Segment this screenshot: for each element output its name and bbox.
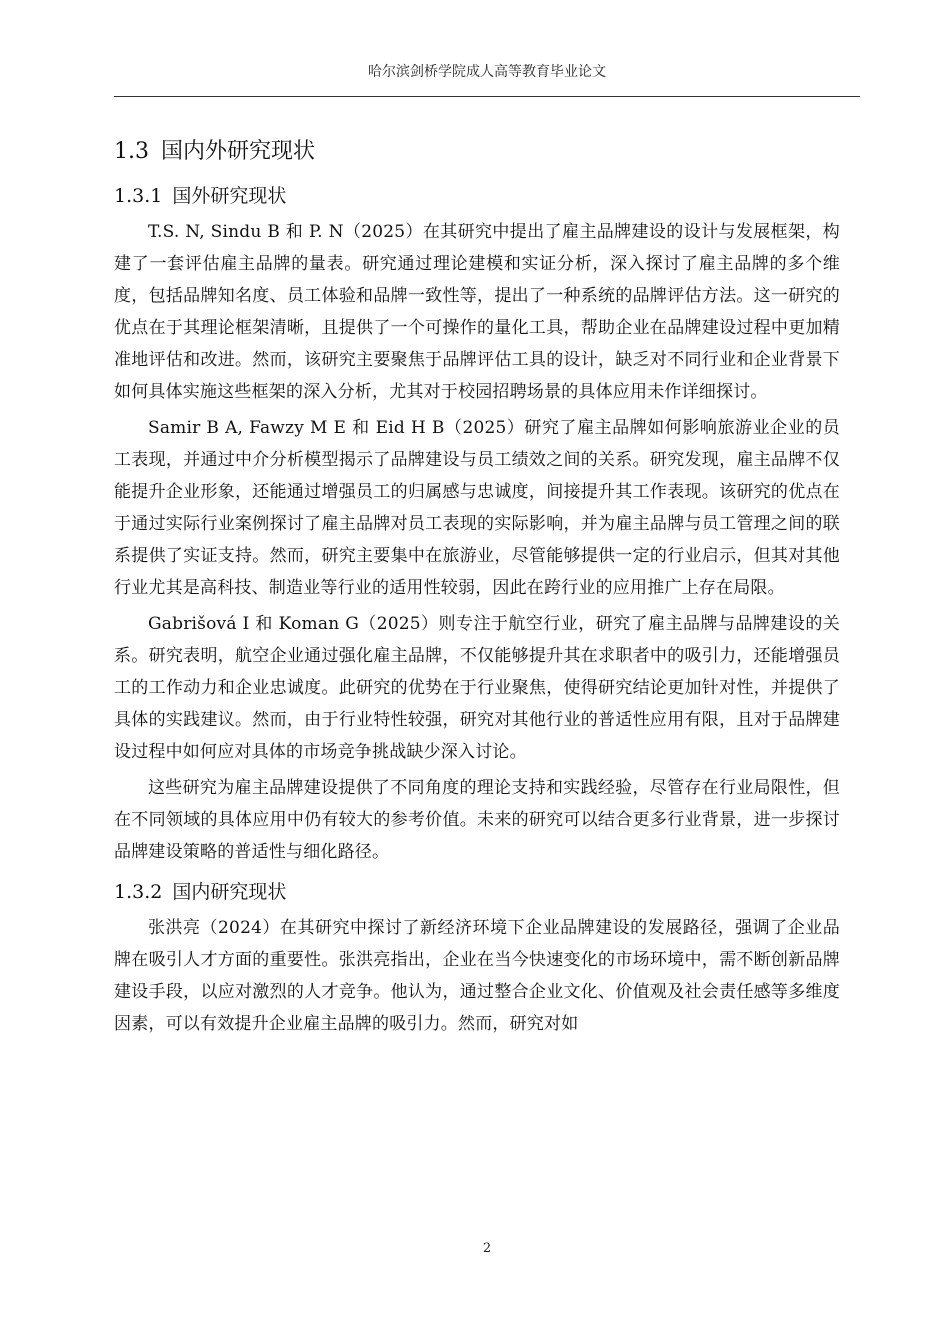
subsection-title: 国内研究现状 [172, 881, 287, 903]
section-title: 国内外研究现状 [161, 139, 316, 164]
page-body [114, 128, 840, 1044]
running-header: 哈尔滨剑桥学院成人高等教育毕业论文 [368, 64, 606, 80]
paragraph: T.S. N, Sindu B 和 P. N（2025）在其研究中提出了雇主品牌建设的设计与发展框架，构建了一套评估雇主品牌的量表。研究通过理论建模和实证分析，深入探讨了雇主品牌的多个维度，包括品牌知名度、员工体验和品牌一致性等，提出了一种系统的品牌评估方法。这一研究的优点在于其理论框架清晰，且提供了一个可操作的量化工具，帮助企业在品牌建设过程中更加精准地评估和改进。然而，该研究主要聚焦于品牌评估工具的设计，缺乏对不同行业和企业背景下如何具体实施这些框架的深入分析，尤其对于校园招聘场景的具体应用未作详细探讨。 [114, 222, 840, 402]
header-divider [114, 96, 860, 97]
subsection-number: 1.3.2 [114, 881, 163, 903]
subsection-title: 国外研究现状 [172, 185, 287, 207]
section-heading [114, 132, 840, 172]
subsection-heading-domestic [114, 874, 840, 910]
subsection-number: 1.3.1 [114, 185, 163, 207]
page-number: 2 [482, 1241, 492, 1256]
subsection-heading-foreign [114, 178, 840, 214]
paragraph: 张洪亮（2024）在其研究中探讨了新经济环境下企业品牌建设的发展路径，强调了企业品牌在吸引人才方面的重要性。张洪亮指出，企业在当今快速变化的市场环境中，需不断创新品牌建设手段，以应对激烈的人才竞争。他认为，通过整合企业文化、价值观及社会责任感等多维度因素，可以有效提升企业雇主品牌的吸引力。然而，研究对如 [114, 918, 840, 1034]
section-number: 1.3 [114, 139, 149, 164]
paragraph: 这些研究为雇主品牌建设提供了不同角度的理论支持和实践经验，尽管存在行业局限性，但在不同领域的具体应用中仍有较大的参考价值。未来的研究可以结合更多行业背景，进一步探讨品牌建设策略的普适性与细化路径。 [114, 778, 840, 862]
paragraph: Gabrišová I 和 Koman G（2025）则专注于航空行业，研究了雇主品牌与品牌建设的关系。研究表明，航空企业通过强化雇主品牌，不仅能够提升其在求职者中的吸引力，还能增强员工的工作动力和企业忠诚度。此研究的优势在于行业聚焦，使得研究结论更加针对性，并提供了具体的实践建议。然而，由于行业特性较强，研究对其他行业的普适性应用有限，且对于品牌建设过程中如何应对具体的市场竞争挑战缺少深入讨论。 [114, 614, 840, 762]
paragraph: Samir B A, Fawzy M E 和 Eid H B（2025）研究了雇主品牌如何影响旅游业企业的员工表现，并通过中介分析模型揭示了品牌建设与员工绩效之间的关系。研究发现，雇主品牌不仅能提升企业形象，还能通过增强员工的归属感与忠诚度，间接提升其工作表现。该研究的优点在于通过实际行业案例探讨了雇主品牌对员工表现的实际影响，并为雇主品牌与员工管理之间的联系提供了实证支持。然而，研究主要集中在旅游业，尽管能够提供一定的行业启示，但其对其他行业尤其是高科技、制造业等行业的适用性较弱，因此在跨行业的应用推广上存在局限。 [114, 418, 840, 598]
